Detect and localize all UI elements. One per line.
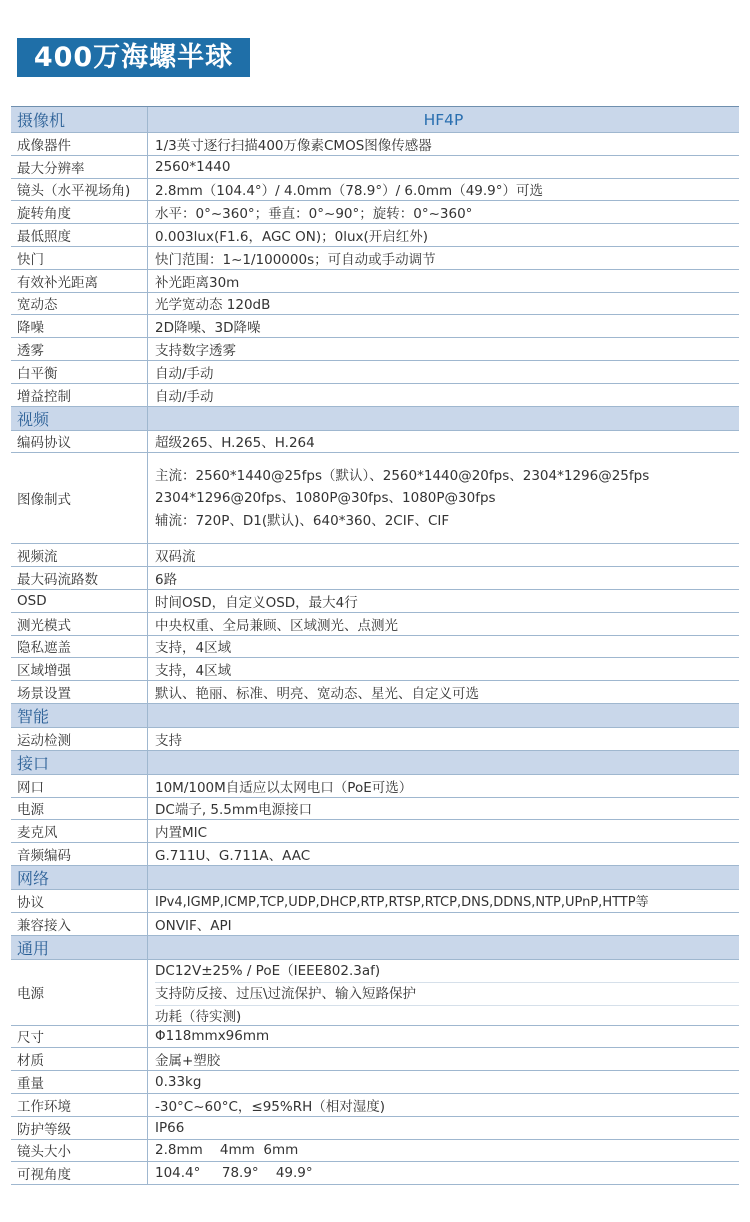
section-title: 智能 (11, 704, 148, 727)
spec-value (148, 1048, 739, 1070)
spec-value (148, 315, 739, 337)
section-header-general (11, 936, 739, 960)
spec-value (148, 681, 739, 703)
spec-label: 增益控制 (11, 384, 148, 406)
spec-label: 快门 (11, 247, 148, 269)
spec-row (11, 890, 739, 913)
spec-value-text: 自动/手动 (155, 365, 214, 382)
section-title: 接口 (11, 751, 148, 774)
spec-label: 镜头大小 (11, 1140, 148, 1162)
spec-label: 测光模式 (11, 613, 148, 635)
spec-value (148, 156, 739, 178)
spec-value (148, 728, 739, 750)
spec-value (148, 338, 739, 360)
spec-label: 音频编码 (11, 843, 148, 865)
spec-row (11, 247, 739, 270)
spec-value (148, 567, 739, 589)
spec-label: 镜头（水平视场角) (11, 179, 148, 201)
spec-row (11, 567, 739, 590)
spec-value-text: ONVIF、API (155, 917, 232, 934)
spec-value-text: 1/3英寸逐行扫描400万像素CMOS图像传感器 (155, 137, 432, 154)
spec-label: 材质 (11, 1048, 148, 1070)
spec-value-line: 2304*1296@20fps、1080P@30fps、1080P@30fps (155, 490, 496, 507)
spec-value (148, 270, 739, 292)
spec-value (148, 636, 739, 658)
spec-value (148, 913, 739, 935)
spec-value (148, 1162, 739, 1184)
spec-label: 场景设置 (11, 681, 148, 703)
spec-row (11, 843, 739, 866)
spec-row (11, 224, 739, 247)
spec-row (11, 201, 739, 224)
spec-row (11, 315, 739, 338)
spec-label: 重量 (11, 1071, 148, 1093)
spec-value (148, 1094, 739, 1116)
spec-value-text: 光学宽动态 120dB (155, 297, 271, 314)
section-header-smart (11, 704, 739, 728)
spec-row (11, 361, 739, 384)
spec-label: 成像器件 (11, 133, 148, 155)
spec-label: 尺寸 (11, 1026, 148, 1048)
spec-row-image-format (11, 453, 739, 544)
spec-value-text: 支持，4区域 (155, 663, 232, 680)
section-title: 网络 (11, 866, 148, 889)
spec-label: 协议 (11, 890, 148, 912)
spec-value (148, 179, 739, 201)
spec-value-text: 支持 (155, 732, 182, 749)
spec-value-text: 104.4° 78.9° 49.9° (155, 1165, 313, 1182)
spec-row (11, 1026, 739, 1049)
spec-value-text: 自动/手动 (155, 388, 214, 405)
spec-label: OSD (11, 590, 148, 612)
spec-value (148, 247, 739, 269)
spec-value (148, 544, 739, 566)
spec-value (148, 590, 739, 612)
spec-row (11, 1071, 739, 1094)
spec-value (148, 384, 739, 406)
section-header-network (11, 866, 739, 890)
spec-label: 隐私遮盖 (11, 636, 148, 658)
spec-value (148, 133, 739, 155)
spec-value (148, 843, 739, 865)
spec-value (148, 1117, 739, 1139)
spec-value-text: 10M/100M自适应以太网电口（PoE可选） (155, 779, 413, 796)
spec-value-text: 内置MIC (155, 825, 208, 842)
spec-value-text: 双码流 (155, 549, 196, 566)
spec-value-line: DC12V±25% / PoE（IEEE802.3af) (155, 960, 739, 983)
spec-value-text: 支持数字透雾 (155, 343, 236, 360)
spec-row (11, 798, 739, 821)
spec-label: 网口 (11, 775, 148, 797)
spec-row (11, 590, 739, 613)
spec-label: 宽动态 (11, 293, 148, 315)
spec-label: 白平衡 (11, 361, 148, 383)
spec-label: 运动检测 (11, 728, 148, 750)
spec-value-text: 中央权重、全局兼顾、区域测光、点测光 (155, 617, 398, 634)
spec-row (11, 681, 739, 704)
spec-row (11, 156, 739, 179)
spec-value-line: 支持防反接、过压\过流保护、输入短路保护 (155, 983, 739, 1006)
header-label: 摄像机 (11, 107, 148, 132)
page-title: 400万海螺半球 (17, 38, 250, 77)
spec-row (11, 293, 739, 316)
spec-row (11, 1048, 739, 1071)
spec-value-line: 功耗（待实测) (155, 1008, 242, 1025)
spec-value-text: 超级265、H.265、H.264 (155, 435, 315, 452)
spec-row-power (11, 960, 739, 1026)
spec-label: 旋转角度 (11, 201, 148, 223)
spec-label: 可视角度 (11, 1162, 148, 1184)
spec-row (11, 775, 739, 798)
spec-value (148, 1026, 739, 1048)
spec-label: 图像制式 (11, 453, 148, 543)
section-title: 通用 (11, 936, 148, 959)
spec-row (11, 133, 739, 156)
spec-row (11, 728, 739, 751)
spec-row (11, 1117, 739, 1140)
spec-row (11, 338, 739, 361)
section-title: 视频 (11, 407, 148, 430)
section-header-video (11, 407, 739, 431)
spec-value (148, 613, 739, 635)
spec-value (148, 293, 739, 315)
spec-value-text: 补光距离30m (155, 274, 240, 291)
spec-value (148, 890, 739, 912)
spec-value (148, 1140, 739, 1162)
spec-label: 工作环境 (11, 1094, 148, 1116)
spec-value-text: 2D降噪、3D降噪 (155, 320, 261, 337)
spec-value (148, 201, 739, 223)
spec-label: 兼容接入 (11, 913, 148, 935)
spec-row (11, 1140, 739, 1163)
spec-label: 区域增强 (11, 658, 148, 680)
spec-row (11, 179, 739, 202)
spec-value-text: DC端子, 5.5mm电源接口 (155, 802, 313, 819)
spec-label: 视频流 (11, 544, 148, 566)
spec-value-text: 0.33kg (155, 1074, 202, 1090)
spec-value (148, 361, 739, 383)
spec-row (11, 658, 739, 681)
spec-label: 最大码流路数 (11, 567, 148, 589)
spec-value (148, 798, 739, 820)
spec-value (148, 431, 739, 453)
spec-label: 防护等级 (11, 1117, 148, 1139)
spec-value (148, 775, 739, 797)
spec-row (11, 913, 739, 936)
spec-value-text: 水平：0°~360°；垂直：0°~90°；旋转：0°~360° (155, 206, 473, 223)
spec-label: 有效补光距离 (11, 270, 148, 292)
spec-label: 透雾 (11, 338, 148, 360)
spec-row (11, 1162, 739, 1185)
spec-value-text: IPv4,IGMP,ICMP,TCP,UDP,DHCP,RTP,RTSP,RTCP,DNS,DDNS,NTP,UPnP,HTTP等 (155, 895, 649, 911)
spec-value-text: -30°C~60°C，≤95%RH（相对湿度) (155, 1098, 386, 1115)
spec-row (11, 1094, 739, 1117)
spec-label: 最低照度 (11, 224, 148, 246)
spec-label: 电源 (11, 798, 148, 820)
spec-value-text: 快门范围：1~1/100000s；可自动或手动调节 (155, 251, 436, 268)
spec-value-text: 6路 (155, 572, 178, 589)
spec-value-text: 2.8mm（104.4°）/ 4.0mm（78.9°）/ 6.0mm（49.9°）可选 (155, 183, 544, 200)
spec-value-text: 金属+塑胶 (155, 1053, 221, 1070)
spec-value-text: 默认、艳丽、标准、明亮、宽动态、星光、自定义可选 (155, 686, 479, 703)
spec-value-line: 辅流：720P、D1(默认)、640*360、2CIF、CIF (155, 512, 450, 529)
spec-row (11, 613, 739, 636)
spec-value-line: 主流：2560*1440@25fps（默认）、2560*1440@20fps、2304*1296@25fps (155, 467, 650, 484)
spec-value (148, 1071, 739, 1093)
spec-value-text: 支持，4区域 (155, 640, 232, 657)
spec-value (148, 224, 739, 246)
spec-row (11, 820, 739, 843)
spec-label: 编码协议 (11, 431, 148, 453)
spec-value-text: Φ118mmx96mm (155, 1028, 270, 1045)
spec-value (148, 453, 739, 543)
spec-value (148, 820, 739, 842)
spec-value-text: 时间OSD，自定义OSD，最大4行 (155, 594, 358, 611)
spec-value-text: IP66 (155, 1119, 185, 1136)
spec-value-text: 2560*1440 (155, 158, 231, 175)
spec-value-text: 0.003lux(F1.6，AGC ON)；0lux(开启红外) (155, 229, 429, 246)
spec-row (11, 270, 739, 293)
model-name: HF4P (423, 110, 464, 129)
spec-row (11, 384, 739, 407)
spec-value-text: 2.8mm 4mm 6mm (155, 1142, 299, 1159)
spec-label: 麦克风 (11, 820, 148, 842)
spec-table (11, 106, 739, 1185)
section-header-interface (11, 751, 739, 775)
spec-row (11, 636, 739, 659)
spec-row (11, 431, 739, 454)
spec-value (148, 658, 739, 680)
spec-row (11, 544, 739, 567)
spec-label: 电源 (11, 960, 148, 1025)
spec-label: 最大分辨率 (11, 156, 148, 178)
spec-value (148, 960, 739, 1025)
spec-label: 降噪 (11, 315, 148, 337)
table-header-row (11, 106, 739, 133)
spec-value-text: G.711U、G.711A、AAC (155, 848, 311, 865)
